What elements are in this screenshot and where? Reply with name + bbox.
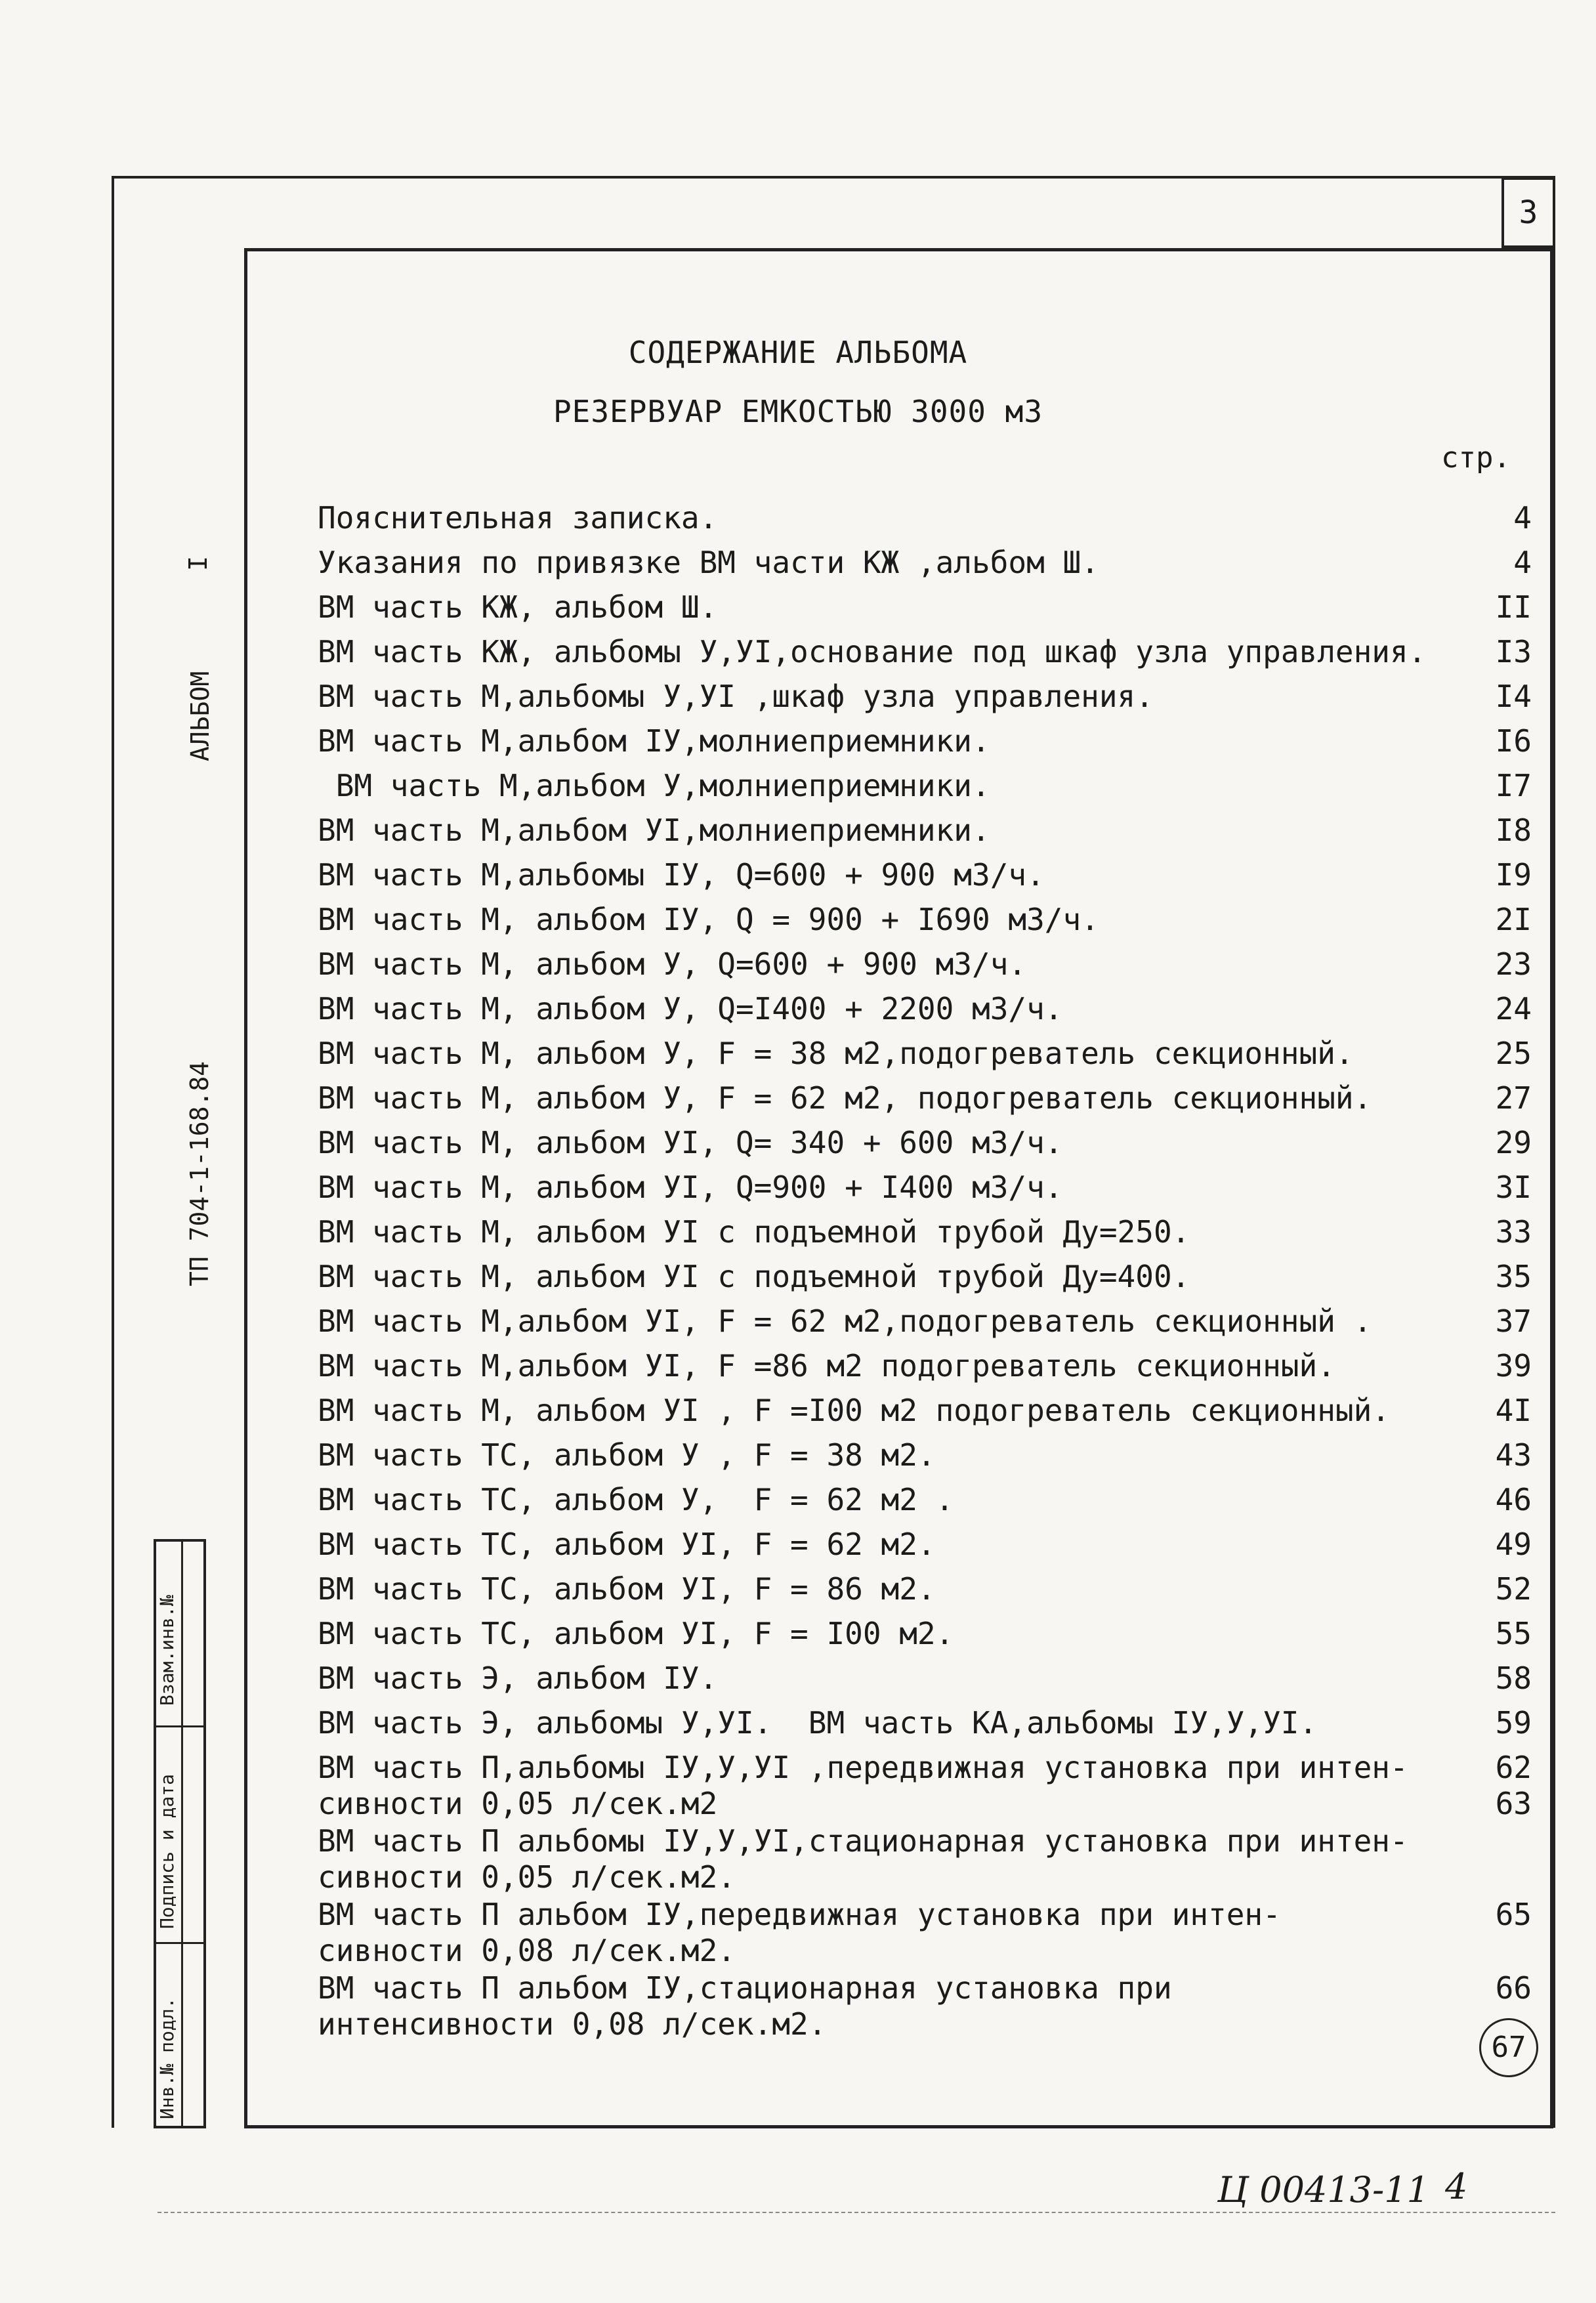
contents-row-title: ВМ часть КЖ, альбомы У,УI,основание под шкаф узла управления.: [318, 634, 1427, 669]
contents-row: [318, 1750, 1532, 1823]
stamp-divider: [181, 1542, 183, 2126]
contents-row: [318, 1970, 1532, 2044]
contents-row-title: ВМ часть М,альбомы IУ, Q=600 + 900 м3/ч.: [318, 857, 1045, 893]
contents-row-title: ВМ часть М,альбомы У,УI ,шкаф узла управления.: [318, 679, 1154, 714]
contents-row-title: ВМ часть П,альбомы IУ,У,УI ,передвижная установка при интен- сивности 0,05 л/сек.м2: [318, 1750, 1408, 1821]
contents-row-page: 39: [1495, 1348, 1532, 1384]
contents-row-page: 43: [1495, 1437, 1532, 1473]
contents-row-page: 33: [1495, 1214, 1532, 1250]
contents-row: [318, 902, 1532, 946]
contents-row-title: ВМ часть М, альбом УI с подъемной трубой Ду=400.: [318, 1259, 1190, 1294]
contents-row: [318, 768, 1532, 813]
contents-row-page: 25: [1495, 1036, 1532, 1071]
contents-row: [318, 1437, 1532, 1482]
contents-row-title: ВМ часть ТС, альбом У , F = 38 м2.: [318, 1437, 936, 1473]
contents-row-title: ВМ часть Э, альбомы У,УI. ВМ часть КА,альбомы IУ,У,УI.: [318, 1705, 1318, 1741]
contents-row-page: I8: [1495, 813, 1532, 848]
contents-row-page: II: [1495, 589, 1532, 625]
page-title: СОДЕРЖАНИЕ АЛЬБОМА: [628, 335, 968, 370]
contents-row-page: 35: [1495, 1259, 1532, 1294]
contents-row-title: ВМ часть ТС, альбом У, F = 62 м2 .: [318, 1482, 954, 1517]
contents-row-title: ВМ часть Э, альбом IУ.: [318, 1660, 718, 1696]
page-number: 3: [1502, 177, 1555, 248]
stamp-cell-line: [156, 1942, 203, 1944]
contents-row-page: 65: [1495, 1897, 1532, 1932]
contents-row-page: 27: [1495, 1080, 1532, 1116]
contents-row-page: 2I: [1495, 902, 1532, 937]
contents-row-title: ВМ часть М,альбом УI, F = 62 м2,подогреватель секционный .: [318, 1303, 1372, 1339]
contents-row-page: I4: [1495, 679, 1532, 714]
contents-row-title: ВМ часть М, альбом УI, Q=900 + I400 м3/ч.: [318, 1170, 1063, 1205]
contents-row-page: 24: [1495, 991, 1532, 1026]
contents-row-page: I9: [1495, 857, 1532, 893]
contents-row-page: 37: [1495, 1303, 1532, 1339]
contents-row: [318, 589, 1532, 634]
contents-row: [318, 679, 1532, 723]
stamp-inv-original: Инв.№ подл.: [156, 1997, 178, 2119]
contents-row-title: ВМ часть М, альбом У, F = 62 м2, подогреватель секционный.: [318, 1080, 1372, 1116]
contents-row: [318, 634, 1532, 679]
contents-row-title: ВМ часть ТС, альбом УI, F = 62 м2.: [318, 1527, 936, 1562]
contents-row: [318, 1036, 1532, 1080]
document-code: Ц 00413-11: [1217, 2169, 1429, 2210]
contents-row: [318, 991, 1532, 1036]
contents-row-title: ВМ часть ТС, альбом УI, F = 86 м2.: [318, 1571, 936, 1607]
contents-row-page: 29: [1495, 1125, 1532, 1160]
contents-row: [318, 1527, 1532, 1571]
contents-row-page: I3: [1495, 634, 1532, 669]
contents-row-page: I6: [1495, 723, 1532, 759]
contents-row-title: ВМ часть М, альбом У, F = 38 м2,подогреватель секционный.: [318, 1036, 1354, 1071]
contents-row: [318, 1125, 1532, 1170]
contents-row-title: ВМ часть М, альбом У, Q=I400 + 2200 м3/ч.: [318, 991, 1063, 1026]
contents-row: [318, 1660, 1532, 1705]
contents-row-page: 23: [1495, 946, 1532, 982]
contents-row: [318, 857, 1532, 902]
contents-row-page: 58: [1495, 1660, 1532, 1696]
contents-row: [318, 1080, 1532, 1125]
contents-row: [318, 1259, 1532, 1303]
contents-row-title: ВМ часть П альбомы IУ,У,УI,стационарная установка при интен- сивности 0,05 л/сек.м2.: [318, 1823, 1408, 1895]
contents-row: [318, 1303, 1532, 1348]
contents-row-title: ВМ часть П альбом IУ,передвижная установка при интен- сивности 0,08 л/сек.м2.: [318, 1897, 1281, 1968]
contents-row: [318, 723, 1532, 768]
contents-row-title: ВМ часть М, альбом УI , F =I00 м2 подогреватель секционный.: [318, 1393, 1390, 1428]
page-column-header: стр.: [1441, 441, 1511, 475]
contents-row: [318, 1170, 1532, 1214]
contents-row-page: 4: [1513, 545, 1532, 580]
circled-page-number: 67: [1479, 2018, 1538, 2077]
contents-list: [318, 500, 1532, 2044]
contents-row: [318, 813, 1532, 857]
contents-row: [318, 1571, 1532, 1616]
contents-row-page: 62 63: [1495, 1750, 1532, 1821]
contents-row-title: ВМ часть М,альбом УI,молниеприемники.: [318, 813, 990, 848]
contents-row-page: 4: [1513, 500, 1532, 536]
contents-row: [318, 500, 1532, 545]
contents-row: [318, 1214, 1532, 1259]
contents-row-title: ВМ часть М, альбом IУ, Q = 900 + I690 м3/ч.: [318, 902, 1099, 937]
contents-row: [318, 1705, 1532, 1750]
page-subtitle: РЕЗЕРВУАР ЕМКОСТЬЮ 3000 м3: [553, 394, 1043, 429]
contents-row: [318, 1482, 1532, 1527]
contents-row-page: 4I: [1495, 1393, 1532, 1428]
contents-row-page: 46: [1495, 1482, 1532, 1517]
contents-row: [318, 1348, 1532, 1393]
contents-row-title: Пояснительная записка.: [318, 500, 718, 536]
contents-row-page: 59: [1495, 1705, 1532, 1741]
project-code: ТП 704-1-168.84: [185, 1061, 214, 1286]
contents-row-title: ВМ часть КЖ, альбом Ш.: [318, 589, 718, 625]
contents-row-title: ВМ часть ТС, альбом УI, F = I00 м2.: [318, 1616, 954, 1651]
contents-row-title: ВМ часть М, альбом У, Q=600 + 900 м3/ч.: [318, 946, 1027, 982]
contents-row-title: ВМ часть М, альбом УI с подъемной трубой Ду=250.: [318, 1214, 1190, 1250]
contents-row-page: 52: [1495, 1571, 1532, 1607]
contents-row: [318, 1823, 1532, 1897]
contents-row: [318, 1897, 1532, 1970]
contents-row-page: 3I: [1495, 1170, 1532, 1205]
contents-row-page: 49: [1495, 1527, 1532, 1562]
contents-row-page: I7: [1495, 768, 1532, 803]
contents-row-title: ВМ часть П альбом IУ,стационарная установка при интенсивности 0,08 л/сек.м2.: [318, 1970, 1172, 2042]
contents-row-title: ВМ часть М,альбом УI, F =86 м2 подогреватель секционный.: [318, 1348, 1335, 1384]
contents-row: [318, 545, 1532, 589]
stamp-block: [154, 1539, 206, 2128]
sheet-number: 4: [1445, 2166, 1468, 2207]
contents-row-page: 66: [1495, 1970, 1532, 2006]
album-label: АЛЬБОМ: [186, 671, 215, 761]
stamp-cell-line: [156, 1725, 203, 1727]
contents-row: [318, 946, 1532, 991]
contents-row: [318, 1616, 1532, 1660]
contents-row: [318, 1393, 1532, 1437]
contents-row-title: ВМ часть М,альбом IУ,молниеприемники.: [318, 723, 990, 759]
album-number: I: [184, 556, 213, 571]
contents-row-title: ВМ часть М,альбом У,молниеприемники.: [318, 768, 990, 803]
stamp-signature-date: Подпись и дата: [156, 1773, 178, 1929]
contents-row-title: Указания по привязке ВМ части КЖ ,альбом Ш.: [318, 545, 1099, 580]
contents-row-page: 55: [1495, 1616, 1532, 1651]
contents-row-title: ВМ часть М, альбом УI, Q= 340 + 600 м3/ч.: [318, 1125, 1063, 1160]
bottom-divider: [158, 2212, 1555, 2213]
stamp-inv-replace: Взам.инв.№: [156, 1595, 178, 1706]
